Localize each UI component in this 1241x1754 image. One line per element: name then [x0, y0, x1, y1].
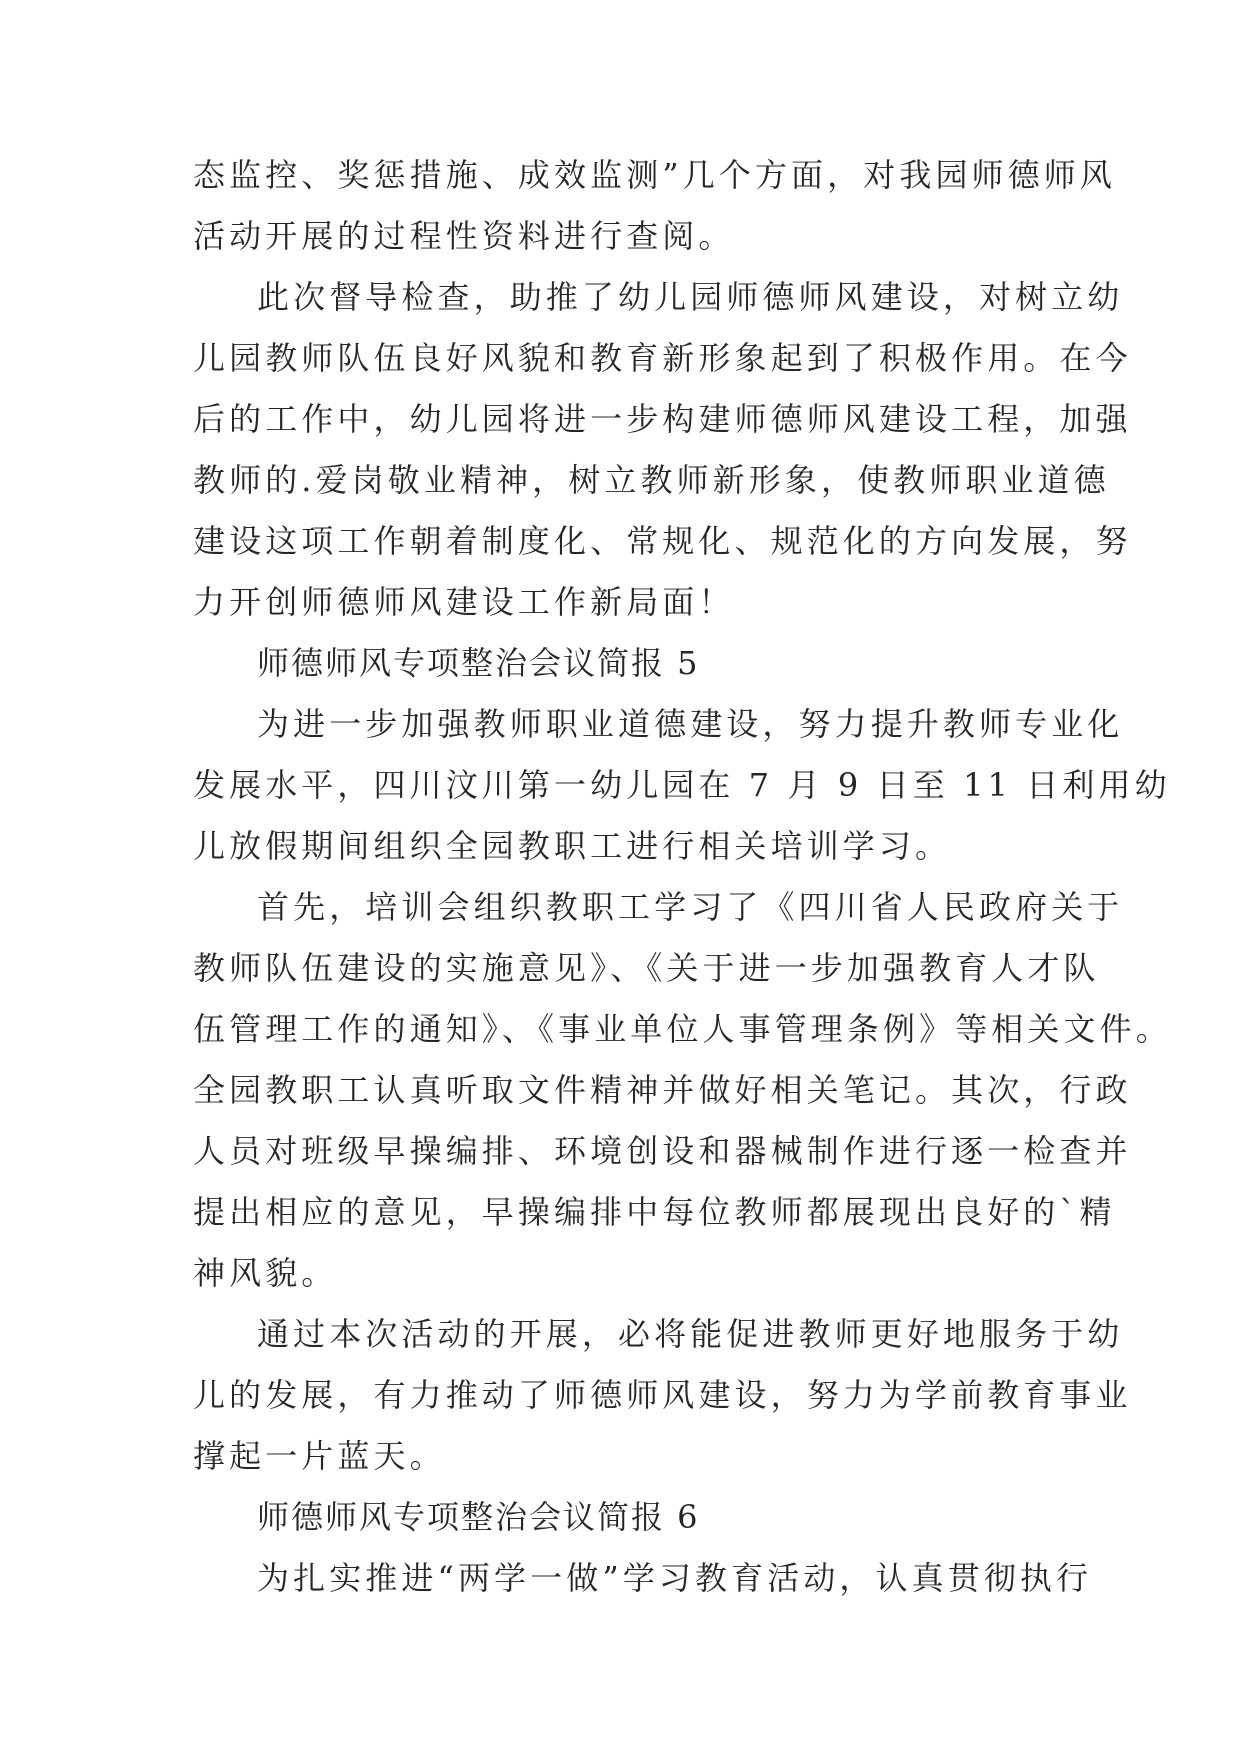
text-line: 态监控、奖惩措施、成效监测”几个方面，对我园师德师风: [193, 156, 1116, 194]
text-line: 此次督导检查，助推了幼儿园师德师风建设，对树立幼: [257, 278, 1124, 316]
paragraph: [193, 145, 1116, 267]
text-line: 人员对班级早操编排、环境创设和器械制作进行逐一检查并: [193, 1132, 1132, 1170]
paragraph: [193, 694, 1171, 877]
text-line: 为扎实推进“两学一做”学习教育活动，认真贯彻执行: [257, 1559, 1093, 1597]
paragraph: [193, 877, 1172, 1304]
text-line: 全园教职工认真听取文件精神并做好相关笔记。其次，行政: [193, 1071, 1132, 1109]
text-line: 首先，培训会组织教职工学习了《四川省人民政府关于: [257, 888, 1124, 926]
heading-text: 师德师风专项整治会议简报 5: [257, 644, 700, 682]
text-line: 发展水平，四川汶川第一幼儿园在 7 月 9 日至 11 日利用幼: [193, 766, 1171, 804]
text-line: 活动开展的过程性资料进行查阅。: [193, 217, 735, 255]
text-line: 伍管理工作的通知》、《事业单位人事管理条例》等相关文件。: [193, 1010, 1172, 1048]
text-line: 教师的.爱岗敬业精神，树立教师新形象，使教师职业道德: [193, 461, 1110, 499]
heading-text: 师德师风专项整治会议简报 6: [257, 1498, 700, 1536]
paragraph: [193, 1304, 1132, 1487]
text-line: 儿放假期间组织全园教职工进行相关培训学习。: [193, 827, 952, 865]
document-body: [193, 145, 1172, 1609]
paragraph: [193, 1548, 1093, 1609]
section-heading: [193, 633, 1049, 694]
text-line: 通过本次活动的开展，必将能促进教师更好地服务于幼: [257, 1315, 1124, 1353]
text-line: 神风貌。: [193, 1254, 338, 1292]
text-line: 提出相应的意见，早操编排中每位教师都展现出良好的`精: [193, 1193, 1116, 1231]
text-line: 为进一步加强教师职业道德建设，努力提升教师专业化: [257, 705, 1124, 743]
text-line: 后的工作中，幼儿园将进一步构建师德师风建设工程，加强: [193, 400, 1132, 438]
text-line: 建设这项工作朝着制度化、常规化、规范化的方向发展，努: [193, 522, 1132, 560]
section-heading: [193, 1487, 1049, 1548]
text-line: 撑起一片蓝天。: [193, 1437, 446, 1475]
paragraph: [193, 267, 1132, 633]
text-line: 儿园教师队伍良好风貌和教育新形象起到了积极作用。在今: [193, 339, 1132, 377]
text-line: 力开创师德师风建设工作新局面！: [193, 583, 735, 621]
text-line: 教师队伍建设的实施意见》、《关于进一步加强教育人才队: [193, 949, 1100, 987]
text-line: 儿的发展，有力推动了师德师风建设，努力为学前教育事业: [193, 1376, 1132, 1414]
